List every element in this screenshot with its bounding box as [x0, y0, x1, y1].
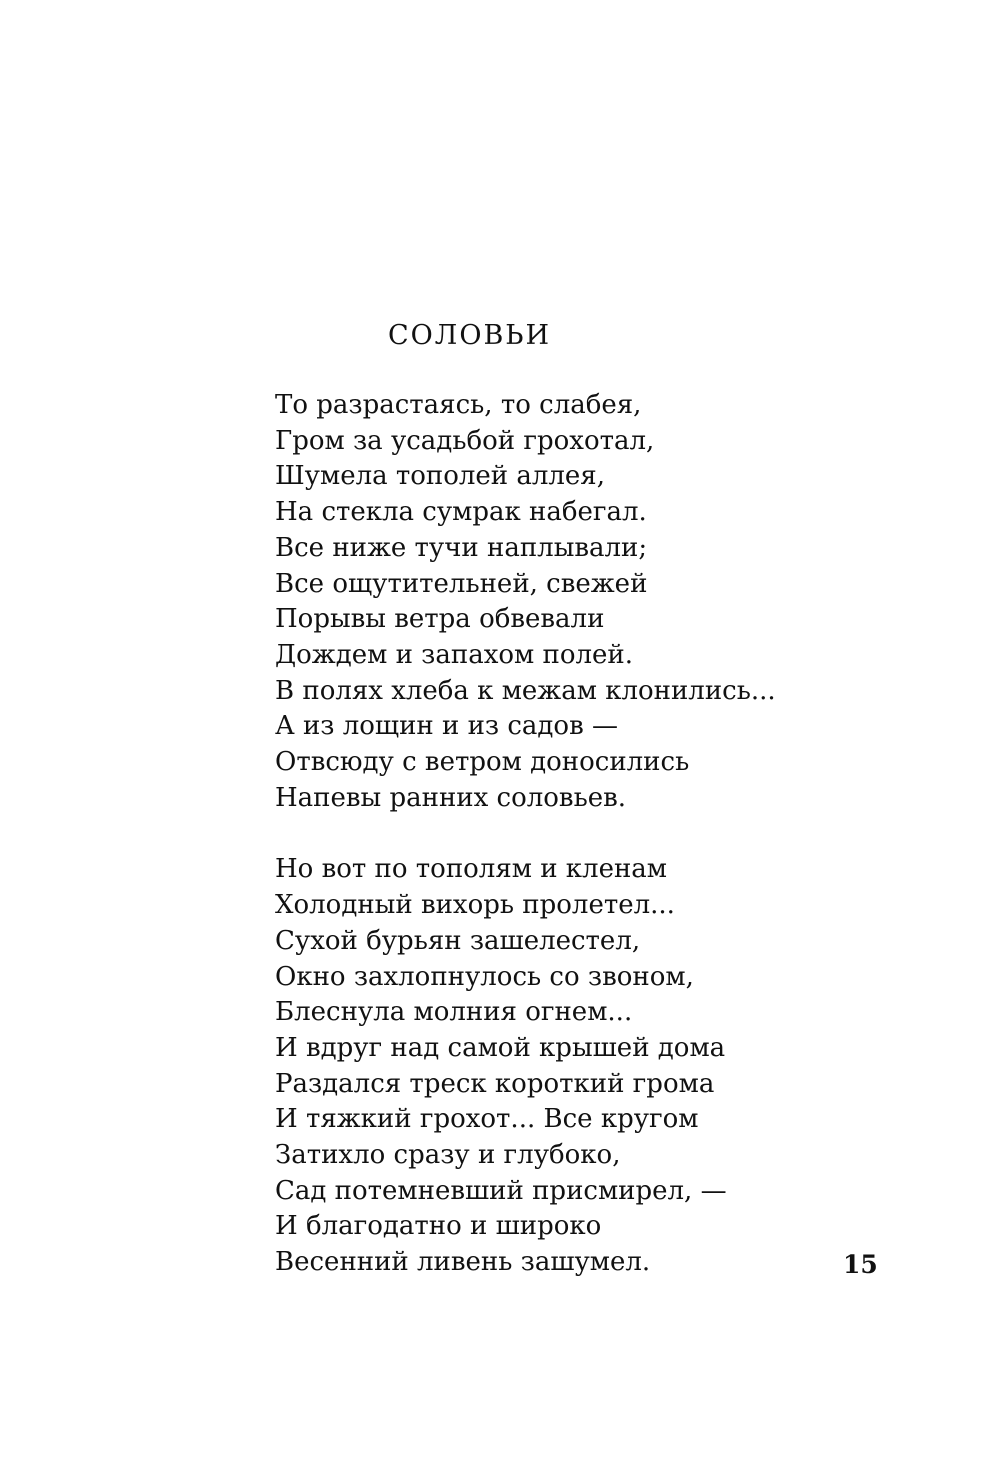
poem-title: СОЛОВЬИ — [388, 320, 552, 351]
poem-line: То разрастаясь, то слабея, — [275, 390, 642, 420]
poem-line: Блеснула молния огнем... — [275, 997, 633, 1028]
poem-line: В полях хлеба к межам клонились... — [275, 675, 776, 706]
poem-line: Напевы ранних соловьев. — [275, 782, 627, 813]
poem-line: Все ниже тучи наплывали; — [275, 532, 648, 563]
poem-line: Отвсюду с ветром доносились — [275, 747, 690, 778]
poem-line: Шумела тополей аллея, — [275, 461, 605, 492]
poem-line: Гром за усадьбой грохотал, — [275, 425, 655, 456]
poem-line: Порывы ветра обвевали — [275, 604, 605, 635]
poem-line: Окно захлопнулось со звоном, — [275, 961, 694, 992]
poem-line: И вдруг над самой крышей дома — [275, 1032, 726, 1063]
poem-line: На стекла сумрак набегал. — [275, 497, 647, 528]
stanza-1 — [275, 388, 875, 816]
poem-line: Холодный вихорь пролетел... — [275, 890, 675, 921]
poem-line: Сад потемневший присмирел, — — [275, 1175, 727, 1206]
poem-line: Весенний ливень зашумел. — [275, 1247, 651, 1278]
poem-line: А из лощин и из садов — — [275, 711, 618, 742]
poem-line: Все ощутительней, свежей — [275, 568, 648, 599]
stanza-2 — [275, 852, 875, 1280]
poem-line: И благодатно и широко — [275, 1211, 602, 1242]
poem-body — [275, 388, 875, 1281]
poem-line: Дождем и запахом полей. — [275, 639, 633, 670]
poem-line: И тяжкий грохот... Все кругом — [275, 1104, 699, 1135]
poem-line: Затихло сразу и глубоко, — [275, 1140, 621, 1171]
page-number: 15 — [843, 1250, 878, 1279]
poem-line: Раздался треск короткий грома — [275, 1068, 715, 1099]
poem-line: Сухой бурьян зашелестел, — [275, 925, 641, 956]
poem-line: Но вот по тополям и кленам — [275, 854, 668, 885]
